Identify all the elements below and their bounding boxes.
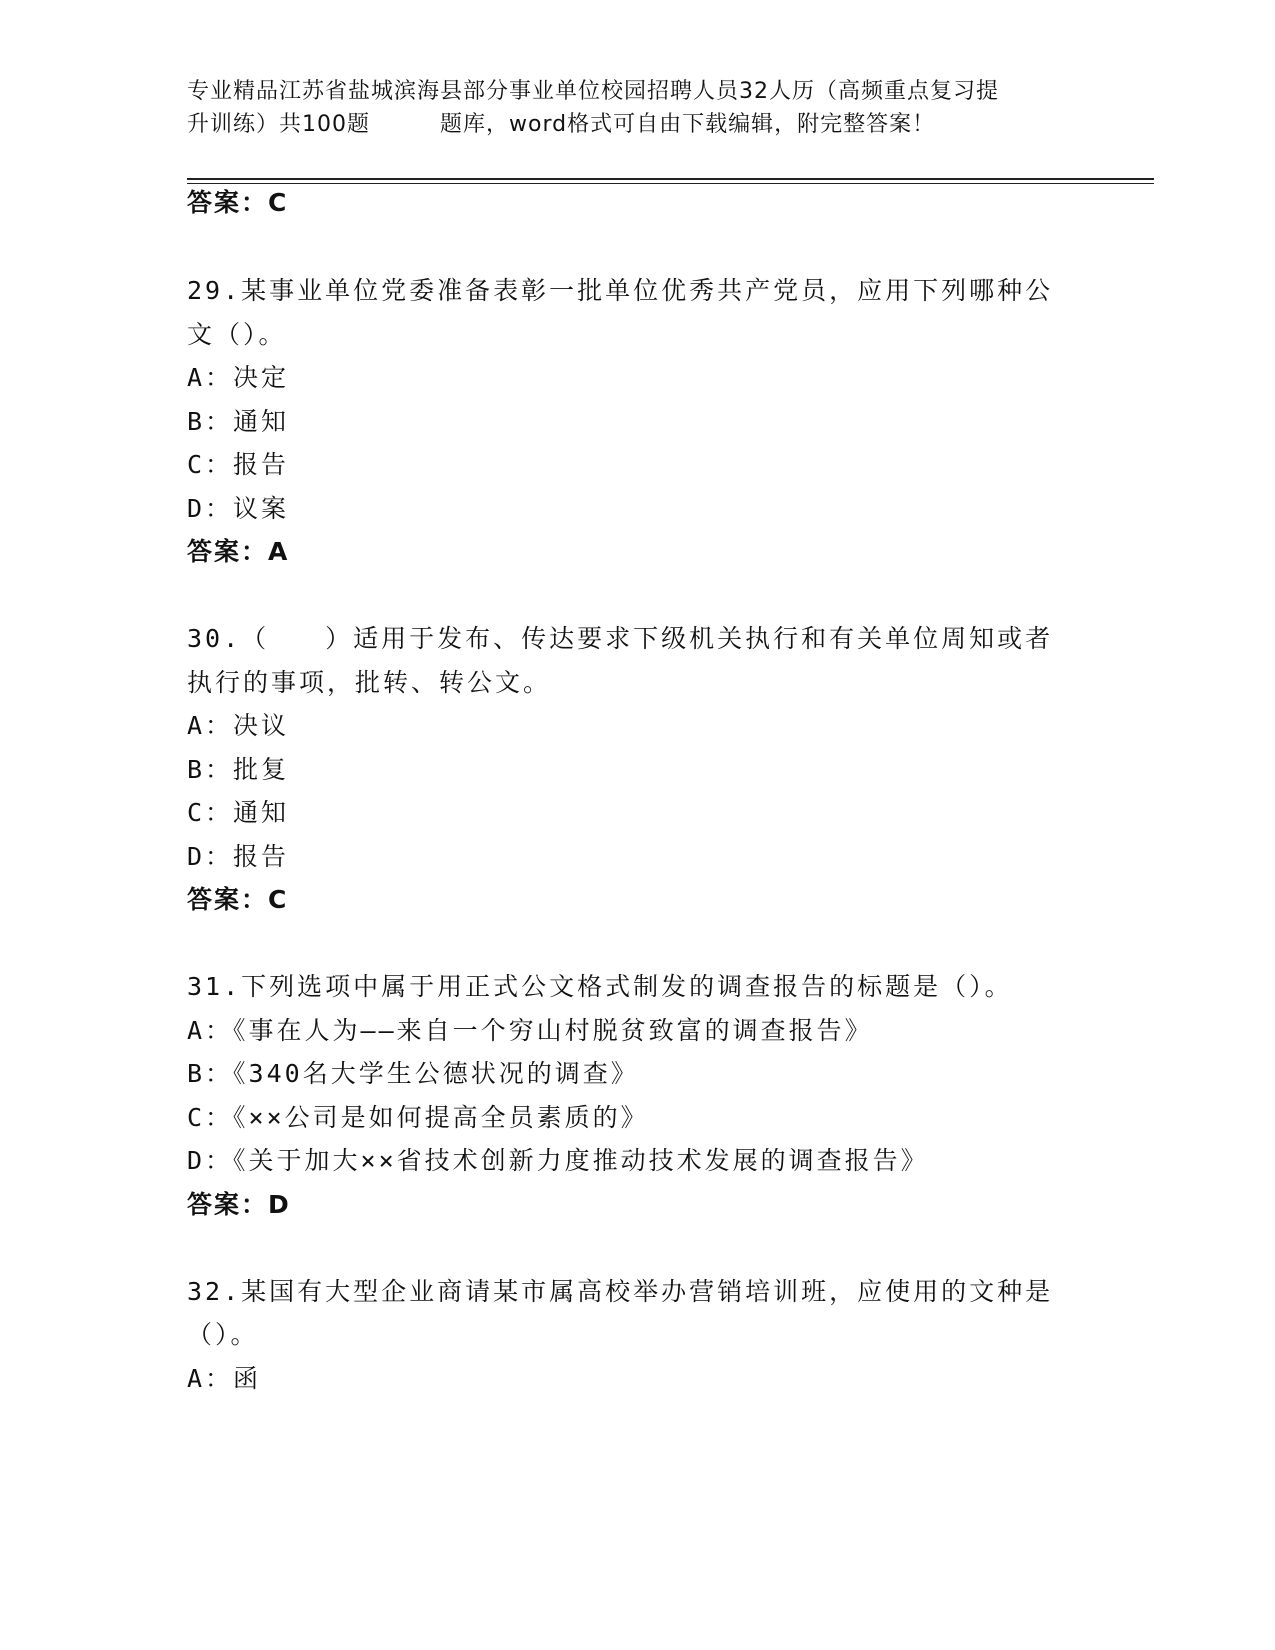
previous-answer: 答案：C: [187, 188, 289, 217]
q32-stem-line-2: （）。: [187, 1320, 259, 1349]
q31-option-b: B：《340名大学生公德状况的调查》: [187, 1059, 639, 1088]
q31-stem-line-1: 31.下列选项中属于用正式公文格式制发的调查报告的标题是（）。: [187, 972, 1013, 1001]
q30-answer: 答案：C: [187, 885, 289, 914]
q29-option-d: D：议案: [187, 494, 290, 523]
q32-stem-line-1: 32.某国有大型企业商请某市属高校举办营销培训班，应使用的文种是: [187, 1277, 1054, 1306]
header-rule-thin: [187, 183, 1154, 184]
document-header: [187, 75, 1067, 141]
q31-answer: 答案：D: [187, 1190, 291, 1219]
header-line-2: [187, 108, 1067, 141]
q29-stem-line-1: 29.某事业单位党委准备表彰一批单位优秀共产党员，应用下列哪种公: [187, 276, 1054, 305]
q29-option-a: A：决定: [187, 363, 290, 392]
q30-option-c: C：通知: [187, 798, 290, 827]
header-rule-thick: [187, 178, 1154, 180]
header-line-2-part-1: 升训练）共100题: [187, 112, 370, 137]
q31-option-c: C：《××公司是如何提高全员素质的》: [187, 1103, 649, 1132]
q30-stem-line-2: 执行的事项，批转、转公文。: [187, 668, 552, 697]
q29-option-b: B：通知: [187, 407, 290, 436]
q29-option-c: C：报告: [187, 450, 290, 479]
q31-option-d: D：《关于加大××省技术创新力度推动技术发展的调查报告》: [187, 1146, 929, 1175]
q29-answer: 答案：A: [187, 537, 290, 566]
header-line-1: 专业精品江苏省盐城滨海县部分事业单位校园招聘人员32人历（高频重点复习提: [187, 79, 999, 104]
q29-stem-line-2: 文（）。: [187, 320, 287, 349]
header-line-2-part-2: 题库，word格式可自由下载编辑，附完整答案！: [440, 112, 936, 137]
q30-option-b: B：批复: [187, 755, 290, 784]
q30-option-d: D：报告: [187, 842, 290, 871]
q30-option-a: A：决议: [187, 711, 290, 740]
q32-option-a: A：函: [187, 1364, 262, 1393]
q30-stem-line-1: 30.（ ）适用于发布、传达要求下级机关执行和有关单位周知或者: [187, 624, 1054, 653]
q31-option-a: A：《事在人为——来自一个穷山村脱贫致富的调查报告》: [187, 1016, 873, 1045]
